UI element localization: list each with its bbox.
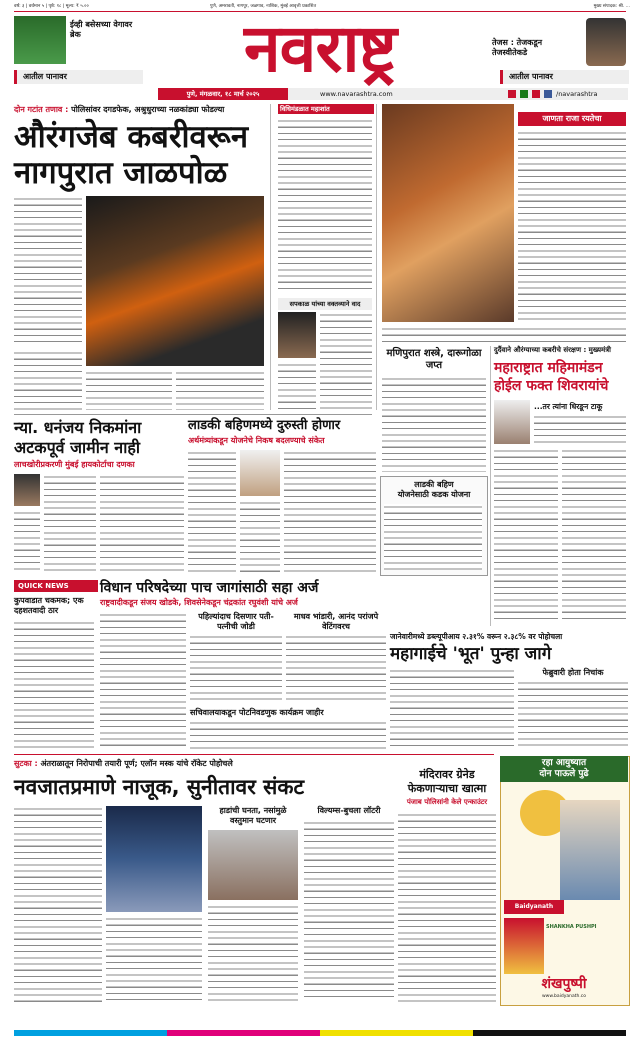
quick-news-title: कुपवाडात चकमक; एक दहशतवादी ठार bbox=[14, 596, 84, 615]
ladki-box-title: लाडकी बहिण bbox=[414, 480, 454, 489]
edition-cities: पुणे, अमरावती, नागपूर, जळगाव, नाशिक, मुंबई आवृत्ती प्रकाशित bbox=[210, 4, 317, 9]
social-handle[interactable]: /navarashtra bbox=[556, 90, 598, 98]
sutak-body-col1 bbox=[14, 806, 102, 1002]
lead-headline-1: औरंगजेब कबरीवरून bbox=[14, 119, 249, 155]
wpi-body-col1 bbox=[390, 668, 514, 750]
manipur-headline: मणिपुरात शस्त्रे, दारूगोळा जप्त bbox=[386, 348, 482, 371]
lead-kicker-text: पोलिसांवर दगडफेक, अश्रुधुराच्या नळकांड्या फोडल्या bbox=[71, 105, 225, 114]
ad-child-photo bbox=[560, 800, 620, 900]
column-divider bbox=[270, 104, 271, 410]
dhananjay-body-col1 bbox=[44, 474, 96, 574]
sutak-body-col2 bbox=[106, 916, 202, 1002]
wpi-sub: फेब्रुवारी होता निचांक bbox=[542, 668, 604, 677]
side-box-headline: सपकाळ यांच्या वक्तव्याने वाद bbox=[278, 298, 372, 310]
wpi-kicker: जानेवारीमध्ये डब्ल्यूपीआय २.३१% वरून २.३८% वर पोहोचला bbox=[390, 632, 563, 641]
shivaji-event-photo bbox=[382, 104, 514, 322]
wpi-body-col2 bbox=[518, 680, 628, 750]
lead-headline-2: नागपुरात जाळपोळ bbox=[14, 155, 228, 191]
ad-website[interactable]: www.baidyanath.co bbox=[541, 994, 587, 999]
youtube-icon bbox=[532, 90, 540, 98]
ladki-headline: लाडकी बहिणमध्ये दुरुस्ती होणार bbox=[188, 418, 341, 433]
janata-tag: जाणता राजा रयतेचा bbox=[518, 112, 626, 126]
cm-headline-2: होईल फक्त शिवरायांचे bbox=[494, 378, 609, 394]
ad-line1: रहा आयुष्यात bbox=[541, 758, 587, 768]
ladki-body-col1 bbox=[188, 450, 236, 574]
grenade-body bbox=[398, 812, 496, 1002]
sutak-sub2-body bbox=[304, 820, 394, 1002]
masthead-logo: नवराष्ट्र bbox=[244, 10, 396, 87]
janata-body bbox=[518, 130, 626, 322]
vidhan-body-col1 bbox=[100, 612, 186, 748]
right-promo-title: तेजस : तेजकडून तेजस्वीतेकडे bbox=[492, 38, 543, 57]
side-box-body bbox=[320, 312, 372, 410]
ad-brand: Baidyanath bbox=[504, 900, 564, 914]
cm-kicker: दुर्दैवाने औरंग्याच्या कबरीचे संरक्षण : मुख्यमंत्री bbox=[494, 346, 611, 354]
vidhan-deck: राष्ट्रवादीकडून संजय खोडके, शिवसेनेकडून चंद्रकांत रघुवंशी यांचे अर्ज bbox=[100, 598, 298, 607]
manipur-body bbox=[382, 376, 486, 472]
photo-caption bbox=[382, 326, 626, 344]
cm-body-col1 bbox=[494, 448, 558, 624]
sutak-tag: सुटका : bbox=[14, 759, 38, 768]
dhananjay-headline-2: अटकपूर्व जामीन नाही bbox=[14, 438, 140, 457]
vidhan-sub2-body bbox=[286, 634, 386, 704]
lead-body-col3 bbox=[176, 370, 264, 410]
ladki-body-col2 bbox=[240, 500, 280, 574]
vidhan-sub2: माधव भांडारी, आनंद परांजपे वेटिंगवरच bbox=[293, 612, 379, 631]
astronaut-photo bbox=[106, 806, 202, 912]
x-icon bbox=[520, 90, 528, 98]
right-promo-link[interactable]: आतील पानावर bbox=[500, 70, 629, 84]
dhananjay-deck: लाचखोरीप्रकरणी मुंबई हायकोर्टाचा दणका bbox=[14, 460, 135, 469]
grenade-headline-2: फेकणाऱ्याचा खात्मा bbox=[407, 782, 487, 795]
ajit-pawar-photo bbox=[240, 450, 280, 496]
grenade-deck: पंजाब पोलिसांनी केले एन्काउंटर bbox=[406, 798, 488, 806]
ad-product-en: SHANKHA PUSHPI bbox=[546, 924, 597, 930]
column-divider-3 bbox=[490, 346, 491, 626]
ad-bottle bbox=[504, 918, 544, 974]
editor-info: मुख्य संपादक: श्री. ... bbox=[593, 4, 630, 9]
sutak-kicker: अंतराळातून निरोपाची तयारी पूर्ण; एलॉन मस्क यांचे रॉकेट पोहोचले bbox=[40, 759, 233, 768]
lead-body-col1b bbox=[14, 350, 82, 410]
ladki-box-body bbox=[384, 504, 482, 570]
ad-product: शंखपुष्पी bbox=[541, 976, 587, 992]
print-color-bar bbox=[14, 1030, 626, 1036]
nikam-photo bbox=[14, 474, 40, 506]
dateline: पुणे, मंगळवार, १८ मार्च २०२५ bbox=[158, 88, 288, 100]
edition-info: वर्ष: ३ | वर्धमान ५ | पृष्ठे: १८ | मूल्य: ₹ ५.०० bbox=[14, 4, 89, 9]
facebook-icon bbox=[544, 90, 552, 98]
vidhan-sub3: सचिवालयाकडून पोटनिवडणुक कार्यक्रम जाहीर bbox=[190, 708, 324, 717]
vidhan-headline: विधान परिषदेच्या पाच जागांसाठी सहा अर्ज bbox=[100, 580, 319, 596]
section-rule bbox=[14, 414, 372, 415]
social-icon bbox=[508, 90, 516, 98]
side-story-title: विधिमंडळात महाशांत bbox=[278, 104, 374, 114]
dhananjay-headline-1: न्या. धनंजय निकमांना bbox=[14, 418, 142, 437]
ladki-body-col3 bbox=[284, 450, 376, 574]
side-story-body bbox=[278, 118, 372, 294]
sutak-headline: नवजातप्रमाणे नाजूक, सुनीतावर संकट bbox=[14, 775, 305, 799]
cm-photo bbox=[494, 400, 530, 444]
lead-body-col2 bbox=[86, 370, 172, 410]
cm-quote-body bbox=[534, 414, 626, 444]
cm-headline-1: महाराष्ट्रात महिमामंडन bbox=[494, 360, 603, 376]
dhananjay-body-col0 bbox=[14, 510, 40, 574]
ad-line2: दोन पाऊले पुढे bbox=[539, 769, 589, 779]
lead-kicker-tag: दोन गटांत तणाव : bbox=[14, 105, 69, 114]
vidhan-sub1-body bbox=[190, 634, 282, 704]
column-divider-2 bbox=[376, 104, 377, 410]
sutak-sub1-body bbox=[208, 904, 298, 1002]
quick-news-body bbox=[14, 620, 94, 750]
sutak-sub1: हाडांची घनता, नसांमुळे वस्तुमान घटणार bbox=[219, 806, 287, 825]
vidhan-sub3-body bbox=[190, 720, 386, 750]
sutak-rule bbox=[14, 754, 494, 755]
quick-news-tag: QUICK NEWS bbox=[14, 580, 98, 592]
side-box-body2 bbox=[278, 362, 316, 410]
left-promo-title: ईव्ही बसेसच्या वेगावर ब्रेक bbox=[70, 20, 133, 39]
lead-fire-photo bbox=[86, 196, 264, 366]
sunita-photo bbox=[208, 830, 298, 900]
dhananjay-body-col2 bbox=[100, 474, 184, 574]
grenade-headline-1: मंदिरावर ग्रेनेड bbox=[419, 768, 475, 781]
vidhan-sub1: पहिल्यांदाच दिसणार पती-पत्नीची जोडी bbox=[198, 612, 274, 631]
website-link[interactable]: www.navarashtra.com bbox=[320, 90, 393, 98]
speaker-photo bbox=[278, 312, 316, 358]
wpi-headline: महागाईचे 'भूत' पुन्हा जागे bbox=[390, 644, 552, 664]
cm-quote: ...तर त्यांना धिरङून टाकू bbox=[534, 402, 603, 411]
sutak-sub2: विल्यम्स-बुचला लॉटरी bbox=[317, 806, 381, 815]
ev-bus-photo bbox=[14, 16, 66, 64]
cm-body-col2 bbox=[562, 448, 626, 624]
tejas-photo bbox=[586, 18, 626, 66]
ladki-deck: अर्थमंत्र्यांकडून योजनेचे निकष बदलण्याचे संकेत bbox=[188, 436, 325, 445]
left-promo-link[interactable]: आतील पानावर bbox=[14, 70, 143, 84]
ladki-box-sub: योजनेसाठी कडक योजना bbox=[397, 490, 471, 499]
lead-body-col1 bbox=[14, 196, 82, 346]
